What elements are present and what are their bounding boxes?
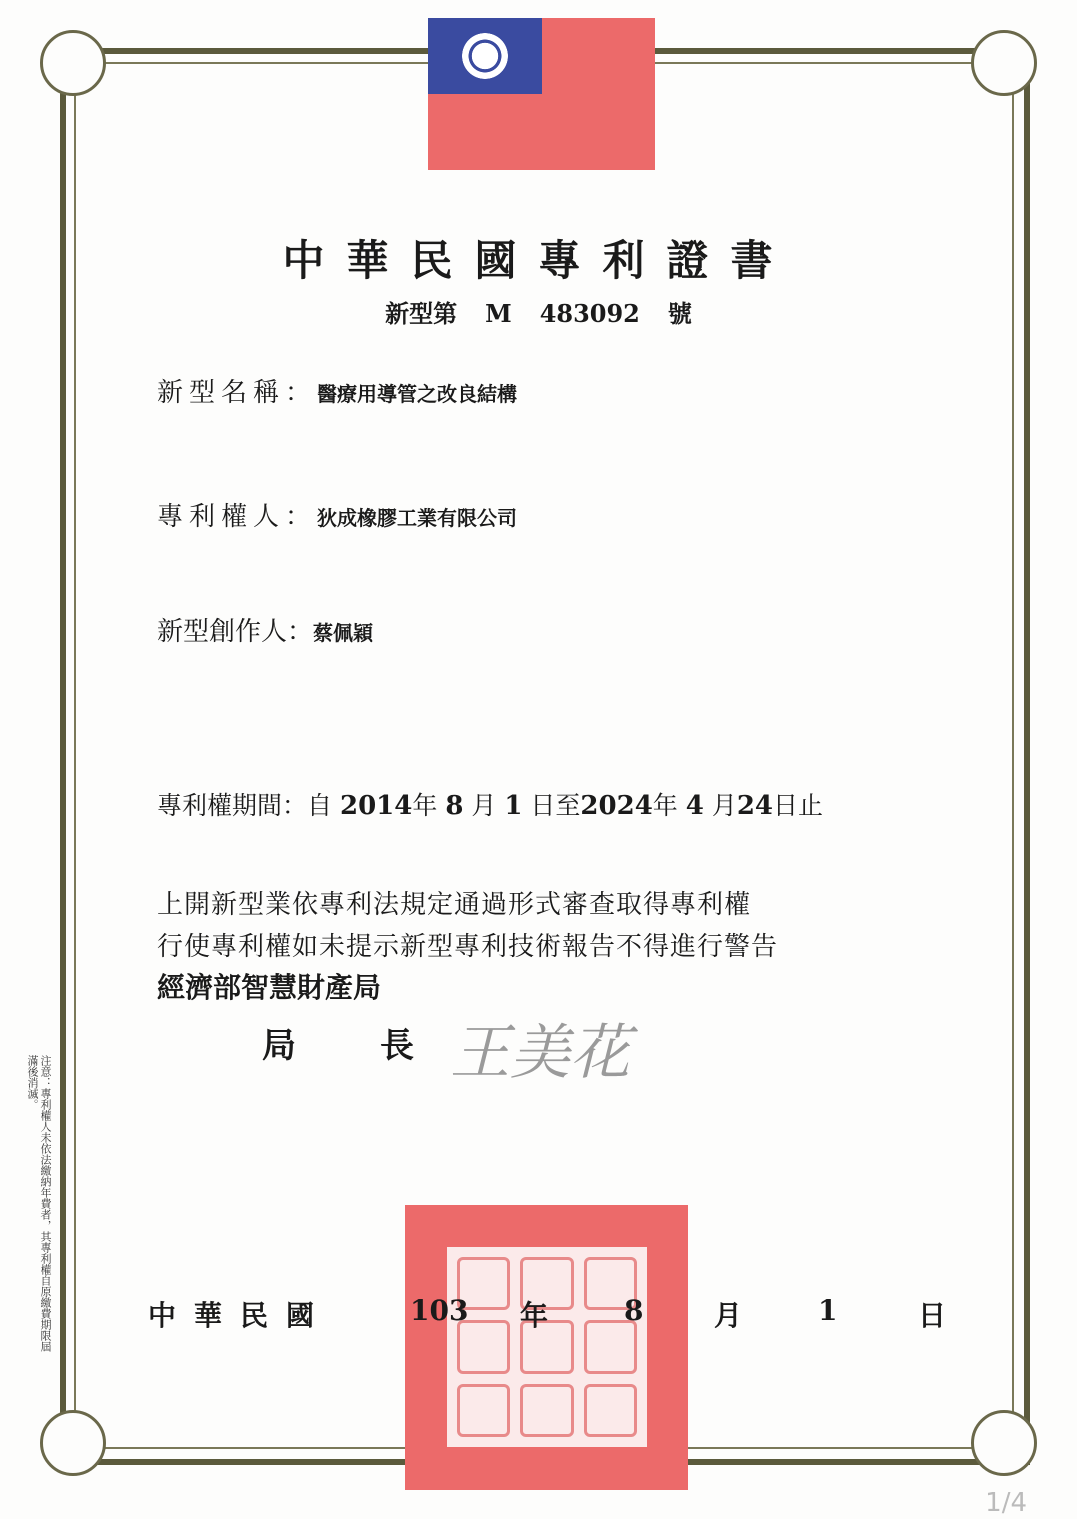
date-era: 中華民國 — [148, 1299, 333, 1332]
issuing-office: 經濟部智慧財產局 — [157, 971, 382, 1004]
field-value: 狄成橡膠工業有限公司 — [317, 506, 518, 530]
date-unit: 月 — [714, 1299, 743, 1332]
annual-fee-note: 注意：專利權人未依法繳納年費者，其專利權自原繳費期限屆滿後消滅。 — [26, 1055, 52, 1352]
roc-flag-icon — [428, 18, 655, 170]
date-day: 1 — [818, 1294, 838, 1327]
number-suffix: 號 — [667, 299, 692, 328]
unit: 日 — [530, 791, 556, 820]
unit: 月 — [471, 791, 497, 820]
period-label: 專利權期間： — [157, 791, 308, 820]
field-value: 蔡佩穎 — [313, 621, 374, 645]
corner-ornament — [971, 30, 1037, 96]
number-value: 483092 — [539, 299, 640, 328]
field-utility-model-name — [157, 372, 517, 409]
end-day: 24 — [736, 791, 774, 821]
patent-period — [157, 786, 823, 822]
end-year: 2024 — [580, 791, 653, 821]
official-seal — [405, 1205, 688, 1490]
period-from: 自 — [307, 791, 333, 820]
number-prefix: 新型第 — [385, 299, 458, 328]
unit: 年 — [412, 791, 438, 820]
field-creator — [157, 611, 373, 648]
start-day: 1 — [504, 791, 523, 821]
corner-ornament — [40, 1410, 106, 1476]
date-unit: 日 — [918, 1299, 947, 1332]
statement: 行使專利權如未提示新型專利技術報告不得進行警告 — [157, 932, 779, 962]
unit: 年 — [652, 791, 678, 820]
director-signature: 王美花 — [450, 1018, 630, 1088]
field-label: 新型名稱： — [157, 378, 318, 408]
number-letter: M — [485, 299, 512, 328]
issue-date — [148, 1294, 948, 1334]
field-label: 新型創作人： — [157, 617, 314, 647]
date-month: 8 — [624, 1294, 644, 1327]
page-indicator: 1/4 — [985, 1488, 1027, 1518]
seal-stamp-icon — [447, 1247, 647, 1447]
start-month: 8 — [445, 791, 464, 821]
director-title: 局長 — [262, 1026, 414, 1066]
start-year: 2014 — [339, 791, 413, 821]
period-to: 至 — [555, 791, 581, 820]
field-patentee — [157, 496, 517, 533]
end-month: 4 — [685, 791, 704, 821]
date-year: 103 — [410, 1294, 469, 1327]
page-title: 中華民國專利證書 — [282, 236, 795, 285]
field-value: 醫療用導管之改良結構 — [317, 382, 518, 406]
corner-ornament — [40, 30, 106, 96]
unit: 月 — [711, 791, 737, 820]
corner-ornament — [971, 1410, 1037, 1476]
date-unit: 年 — [520, 1299, 549, 1332]
statement: 上開新型業依專利法規定通過形式審查取得專利權 — [157, 890, 752, 920]
period-end: 日止 — [773, 791, 824, 820]
patent-number — [0, 294, 1077, 329]
field-label: 專利權人： — [157, 502, 318, 532]
